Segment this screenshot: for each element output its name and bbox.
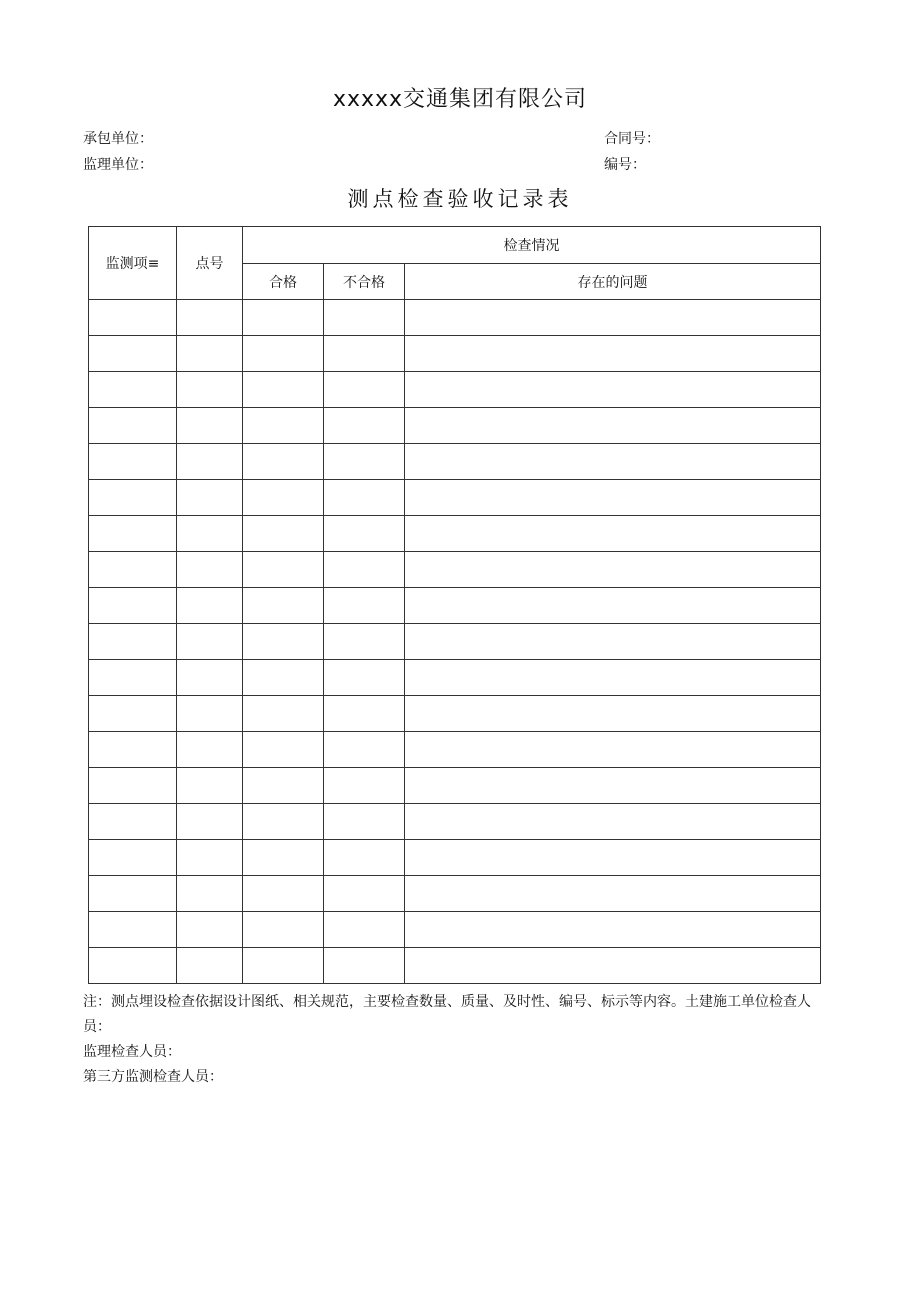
table-cell[interactable] [405, 588, 821, 624]
contract-no-label: 合同号： [604, 131, 660, 147]
table-row [89, 768, 821, 804]
table-cell[interactable] [89, 804, 177, 840]
table-cell[interactable] [405, 408, 821, 444]
table-cell[interactable] [405, 912, 821, 948]
table-cell[interactable] [89, 876, 177, 912]
form-title: 测点检查验收记录表 [347, 187, 573, 211]
table-row [89, 948, 821, 984]
table-cell[interactable] [89, 588, 177, 624]
table-cell[interactable] [324, 948, 405, 984]
table-cell[interactable] [324, 516, 405, 552]
table-cell[interactable] [324, 336, 405, 372]
table-cell[interactable] [177, 912, 243, 948]
table-cell[interactable] [243, 660, 324, 696]
table-cell[interactable] [177, 552, 243, 588]
table-cell[interactable] [89, 372, 177, 408]
table-cell[interactable] [177, 696, 243, 732]
table-row [89, 660, 821, 696]
table-cell[interactable] [324, 588, 405, 624]
table-cell[interactable] [243, 480, 324, 516]
table-cell[interactable] [89, 840, 177, 876]
inspection-record-table [88, 226, 821, 984]
table-cell[interactable] [243, 624, 324, 660]
table-row [89, 480, 821, 516]
table-cell[interactable] [89, 408, 177, 444]
table-cell[interactable] [405, 696, 821, 732]
table-cell[interactable] [405, 444, 821, 480]
table-cell[interactable] [89, 624, 177, 660]
table-cell[interactable] [324, 624, 405, 660]
header-unqualified: 不合格 [324, 264, 405, 300]
table-cell[interactable] [89, 660, 177, 696]
table-cell[interactable] [324, 408, 405, 444]
table-cell[interactable] [405, 516, 821, 552]
table-body [89, 300, 821, 984]
table-cell[interactable] [405, 804, 821, 840]
table-cell[interactable] [177, 732, 243, 768]
table-cell[interactable] [243, 948, 324, 984]
table-cell[interactable] [405, 552, 821, 588]
contractor-label: 承包单位： [83, 131, 153, 147]
table-cell[interactable] [324, 480, 405, 516]
table-cell[interactable] [324, 876, 405, 912]
supervisor-inspector-label: 监理检查人员： [83, 1044, 181, 1060]
table-row [89, 516, 821, 552]
company-title: xxxxx交通集团有限公司 [332, 87, 588, 112]
table-row [89, 336, 821, 372]
supervisor-unit-label: 监理单位： [83, 157, 153, 173]
table-cell[interactable] [177, 300, 243, 336]
table-cell[interactable] [324, 768, 405, 804]
note-text: 注：测点埋设检查依据设计图纸、相关规范，主要检查数量、质量、及时性、编号、标示等内容。土建施工单位检查人员： [83, 994, 811, 1035]
table-cell[interactable] [89, 696, 177, 732]
table-cell[interactable] [324, 444, 405, 480]
table-cell[interactable] [405, 480, 821, 516]
table-cell[interactable] [89, 912, 177, 948]
table-row [89, 588, 821, 624]
table-cell[interactable] [89, 300, 177, 336]
table-row [89, 876, 821, 912]
table-cell[interactable] [243, 912, 324, 948]
table-cell[interactable] [89, 444, 177, 480]
table-row [89, 408, 821, 444]
header-monitor-item: 监测项≡ [89, 227, 177, 300]
table-cell[interactable] [243, 588, 324, 624]
table-cell[interactable] [243, 768, 324, 804]
table-cell[interactable] [324, 732, 405, 768]
table-row [89, 372, 821, 408]
table-cell[interactable] [405, 660, 821, 696]
table-cell[interactable] [243, 336, 324, 372]
third-party-inspector-label: 第三方监测检查人员： [83, 1069, 223, 1085]
table-cell[interactable] [177, 840, 243, 876]
table-cell[interactable] [243, 408, 324, 444]
table-cell[interactable] [89, 552, 177, 588]
table-cell[interactable] [177, 480, 243, 516]
table-cell[interactable] [324, 552, 405, 588]
table-row [89, 732, 821, 768]
table-cell[interactable] [405, 768, 821, 804]
table-row [89, 840, 821, 876]
table-cell[interactable] [177, 660, 243, 696]
table-cell[interactable] [177, 444, 243, 480]
table-cell[interactable] [89, 480, 177, 516]
table-cell[interactable] [324, 804, 405, 840]
notes-section [83, 990, 828, 1090]
table-cell[interactable] [177, 516, 243, 552]
table-cell[interactable] [405, 624, 821, 660]
table-cell[interactable] [177, 372, 243, 408]
table-row [89, 552, 821, 588]
table-cell[interactable] [324, 660, 405, 696]
table-cell[interactable] [405, 732, 821, 768]
table-row [89, 300, 821, 336]
table-cell[interactable] [243, 804, 324, 840]
header-issues: 存在的问题 [405, 264, 821, 300]
table-cell[interactable] [89, 948, 177, 984]
table-cell[interactable] [177, 336, 243, 372]
table-row [89, 804, 821, 840]
header-inspection-status: 检查情况 [243, 227, 821, 264]
table-cell[interactable] [405, 948, 821, 984]
table-cell[interactable] [324, 372, 405, 408]
table-cell[interactable] [177, 804, 243, 840]
table-cell[interactable] [89, 732, 177, 768]
table-cell[interactable] [89, 516, 177, 552]
table-cell[interactable] [405, 876, 821, 912]
table-cell[interactable] [89, 336, 177, 372]
table-cell[interactable] [243, 372, 324, 408]
table-row [89, 624, 821, 660]
table-row [89, 444, 821, 480]
header-qualified: 合格 [243, 264, 324, 300]
table-cell[interactable] [243, 696, 324, 732]
table-cell[interactable] [177, 768, 243, 804]
table-cell[interactable] [405, 336, 821, 372]
table-cell[interactable] [243, 300, 324, 336]
table-cell[interactable] [243, 444, 324, 480]
header-point-no: 点号 [177, 227, 243, 300]
table-cell[interactable] [177, 408, 243, 444]
table-cell[interactable] [177, 948, 243, 984]
table-row [89, 912, 821, 948]
table-cell[interactable] [405, 300, 821, 336]
table-cell[interactable] [405, 840, 821, 876]
table-cell[interactable] [243, 876, 324, 912]
table-cell[interactable] [243, 552, 324, 588]
table-cell[interactable] [177, 624, 243, 660]
table-cell[interactable] [243, 732, 324, 768]
table-cell[interactable] [89, 768, 177, 804]
table-cell[interactable] [324, 840, 405, 876]
table-cell[interactable] [324, 300, 405, 336]
table-row [89, 696, 821, 732]
table-cell[interactable] [243, 516, 324, 552]
table-cell[interactable] [324, 696, 405, 732]
table-cell[interactable] [324, 912, 405, 948]
serial-no-label: 编号： [604, 157, 646, 173]
table-cell[interactable] [405, 372, 821, 408]
table-cell[interactable] [177, 876, 243, 912]
table-cell[interactable] [177, 588, 243, 624]
table-cell[interactable] [243, 840, 324, 876]
